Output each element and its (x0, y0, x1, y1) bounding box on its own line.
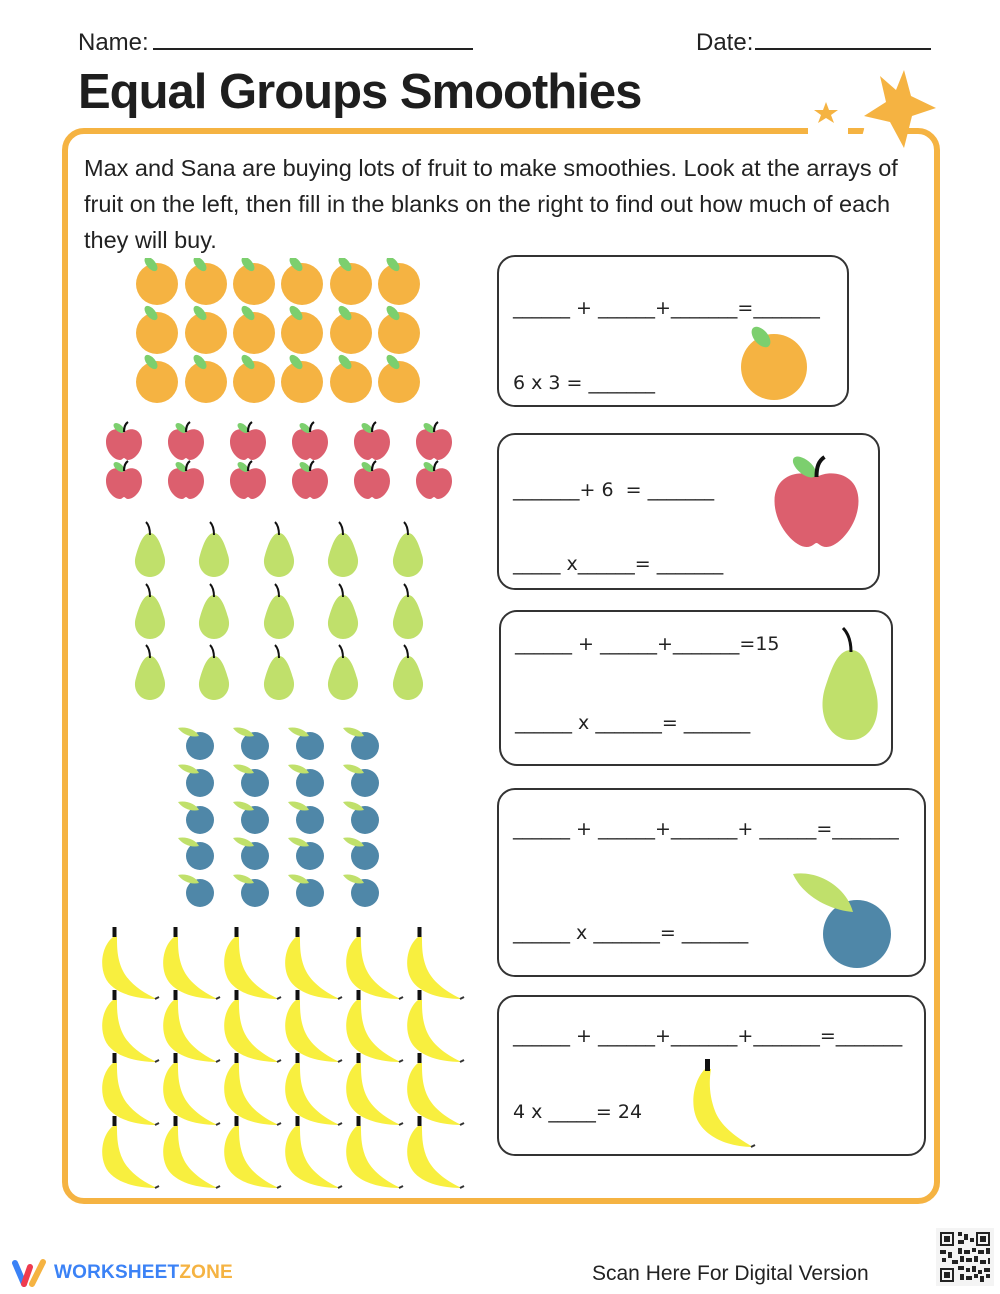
problem-box-banana (497, 995, 926, 1156)
pear-icon (811, 622, 885, 744)
name-label: Name: (78, 29, 149, 56)
equation-multiplication[interactable]: ______ x _______= _______ (515, 712, 751, 734)
qr-code-icon[interactable] (936, 1228, 994, 1286)
blueberry-icon (789, 870, 899, 970)
logo-icon (10, 1258, 48, 1288)
name-blank[interactable] (153, 26, 473, 50)
equation-multiplication[interactable]: ______ x _______= _______ (513, 922, 749, 944)
instructions-text: Max and Sana are buying lots of fruit to make smoothies. Look at the arrays of fruit on the left, then fill in the blanks on the right to find out how much of each they will buy. (84, 155, 898, 253)
equation-multiplication[interactable]: 4 x _____= 24 (513, 1101, 643, 1123)
problem-box-pear (499, 610, 893, 766)
problem-box-orange (497, 255, 849, 407)
banana-array (95, 925, 465, 1190)
scan-instructions: Scan Here For Digital Version (592, 1262, 869, 1285)
star-icon (808, 62, 938, 152)
date-field[interactable] (696, 26, 931, 57)
name-field[interactable] (78, 26, 473, 57)
pear-array (120, 515, 440, 705)
equation-multiplication[interactable]: 6 x 3 = _______ (513, 372, 655, 394)
problem-box-apple (497, 433, 880, 590)
date-blank[interactable] (755, 26, 931, 50)
equation-addition[interactable]: ______ + ______+_______+_______=_______ (513, 1025, 903, 1047)
logo-text: WORKSHEETZONE (54, 1262, 233, 1283)
apple-array (100, 418, 460, 504)
banana-icon (691, 1057, 761, 1152)
orange-icon (737, 325, 811, 401)
orange-array (130, 258, 430, 408)
equation-addition[interactable]: ______ + ______+_______=15 (515, 633, 780, 655)
apple-icon (769, 451, 864, 551)
equation-addition[interactable]: _______+ 6 = _______ (513, 479, 715, 501)
equation-addition[interactable]: ______ + ______+_______=_______ (513, 297, 820, 319)
equation-addition[interactable]: ______ + ______+_______+ ______=_______ (513, 818, 899, 840)
page-title: Equal Groups Smoothies (78, 65, 642, 119)
date-label: Date: (696, 29, 754, 56)
blueberry-array (170, 718, 390, 908)
worksheet-zone-logo[interactable] (10, 1256, 233, 1290)
equation-multiplication[interactable]: _____ x______= _______ (513, 553, 724, 575)
problem-box-blueberry (497, 788, 926, 977)
